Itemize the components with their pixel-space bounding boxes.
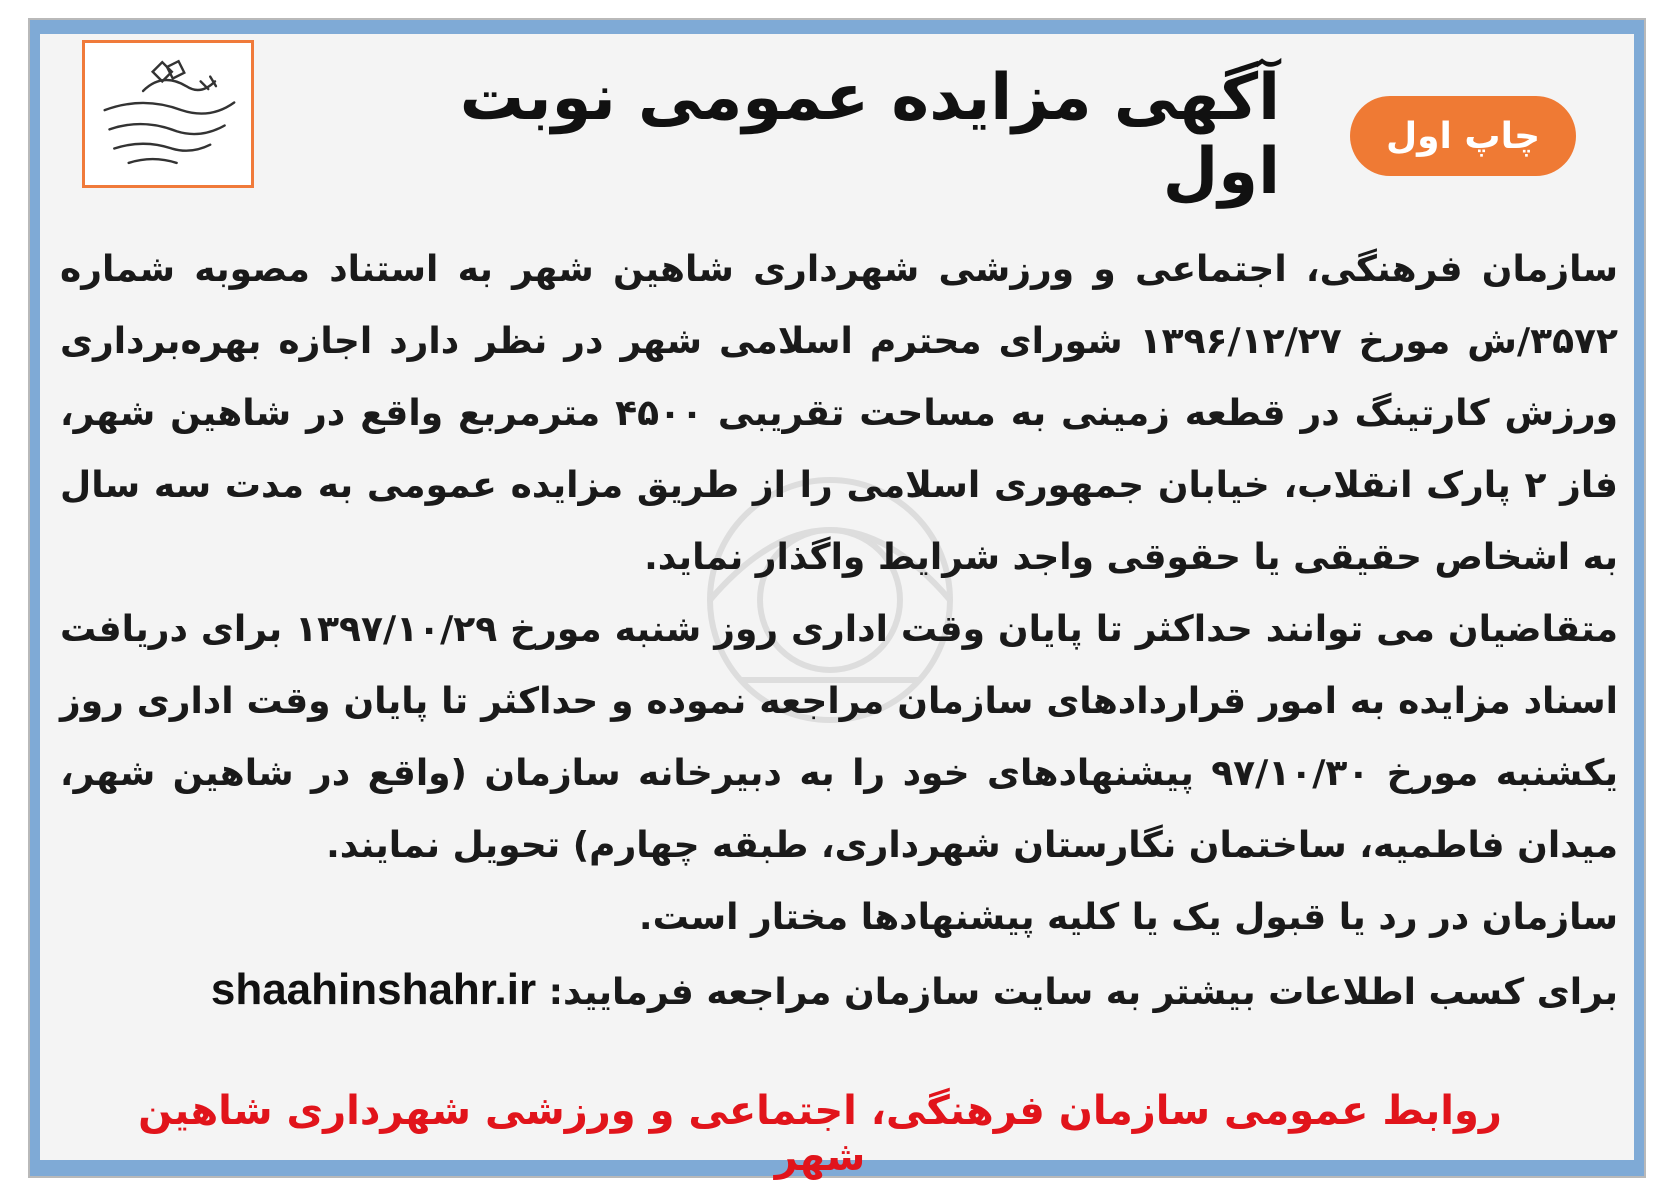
public-relations-signature: روابط عمومی سازمان فرهنگی، اجتماعی و ورزشی شهرداری شاهین شهر: [138, 1088, 1502, 1180]
contact-line: [60, 954, 1618, 1029]
calligraphy-logo-icon: [85, 43, 251, 185]
contact-text: برای کسب اطلاعات بیشتر به سایت سازمان مراجعه فرمایید:: [548, 972, 1618, 1013]
organization-logo-stamp: [82, 40, 254, 188]
website-link[interactable]: shaahinshahr.ir: [210, 965, 537, 1014]
first-print-badge: چاپ اول: [1350, 96, 1576, 176]
body-paragraph-1: سازمان فرهنگی، اجتماعی و ورزشی شهرداری شاهین شهر به استناد مصوبه شماره ۳۵۷۲/ش مورخ ۱۳۹۶/۱۲/۲۷ شورای محترم اسلامی شهر در نظر دارد اجازه بهره‌برداری ورزش کارتینگ در قطعه زمینی به مساحت تقریبی ۴۵۰۰ مترمربع واقع در شاهین شهر، فاز ۲ پارک انقلاب، خیابان جمهوری اسلامی را از طریق مزایده عمومی به مدت سه سال به اشخاص حقیقی یا حقوقی واجد شرایط واگذار نماید.: [60, 249, 1619, 578]
notice-body: [60, 234, 1618, 1029]
notice-title: آگهی مزایده عمومی نوبت اول: [459, 61, 1280, 209]
body-paragraph-2: متقاضیان می توانند حداکثر تا پایان وقت اداری روز شنبه مورخ ۱۳۹۷/۱۰/۲۹ برای دریافت اسناد مزایده به امور قراردادهای سازمان مراجعه نموده و حداکثر تا پایان وقت اداری روز یکشنبه مورخ ۹۷/۱۰/۳۰ پیشنهادهای خود را به دبیرخانه سازمان (واقع در شاهین شهر، میدان فاطمیه، ساختمان نگارستان شهرداری، طبقه چهارم) تحویل نمایند.: [60, 609, 1619, 866]
body-paragraph-3: سازمان در رد یا قبول یک یا کلیه پیشنهادها مختار است.: [638, 897, 1618, 938]
